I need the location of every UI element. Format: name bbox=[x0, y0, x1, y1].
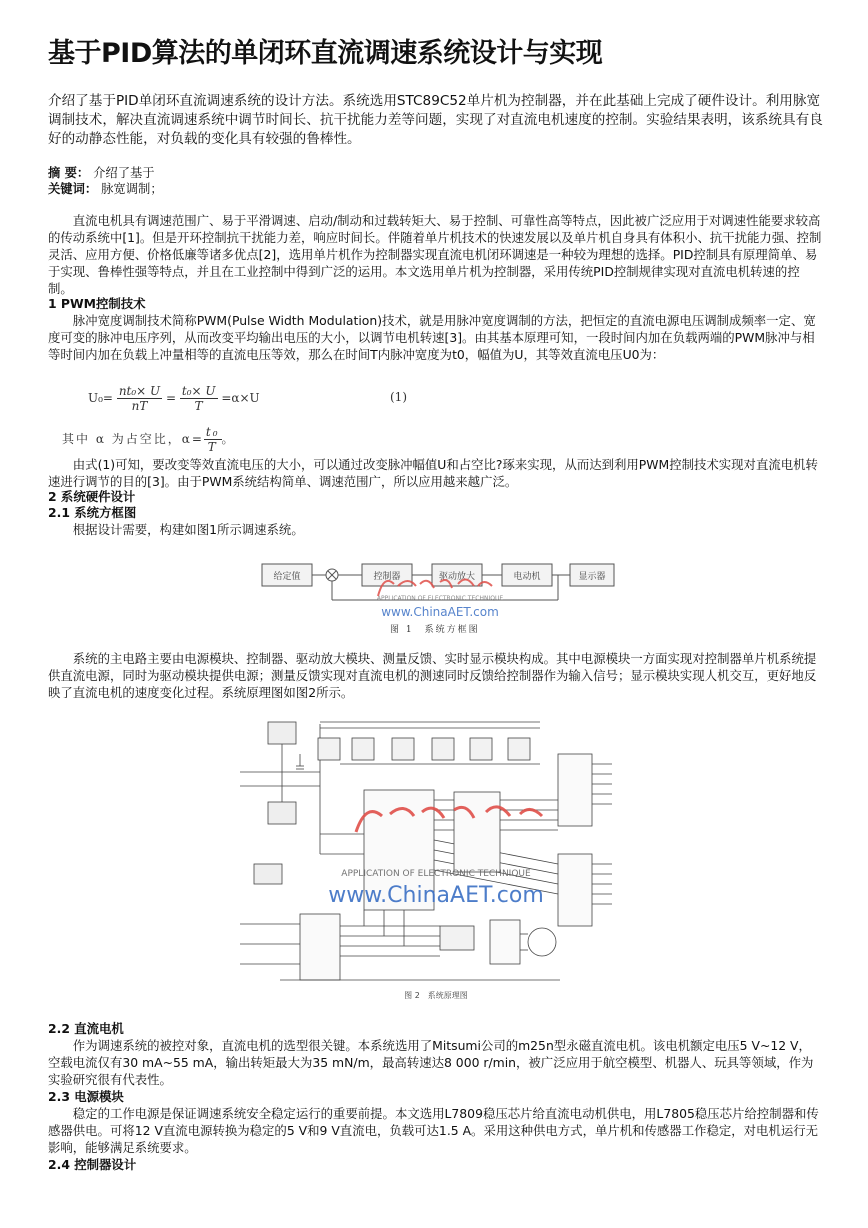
figure-1-block-diagram bbox=[258, 556, 618, 622]
abstract-summary: 介绍了基于PID单闭环直流调速系统的设计方法。系统选用STC89C52单片机为控制器，并在此基础上完成了硬件设计。利用脉宽调制技术，解决直流调速系统中调节时间长、抗干扰能力差等问题，实现了对直流电机速度的控制。实验结果表明，该系统具有良好的动静态性能，对负载的变化具有较强的鲁棒性。 bbox=[48, 93, 823, 147]
keywords-label: 关键词： bbox=[48, 182, 98, 196]
section-2-3-heading: 2.3 电源模块 bbox=[48, 1089, 124, 1104]
block-label-setpoint: 给定值 bbox=[273, 572, 301, 582]
paper-title: 基于PID算法的单闭环直流调速系统设计与实现 bbox=[48, 38, 603, 69]
section-2-2-paragraph: 作为调速系统的被控对象，直流电机的选型很关键。本系统选用了Mitsumi公司的m25n型永磁直流电机。该电机额定电压5 V~12 V，空载电流仅有30 mA~55 mA，输出转矩最大为35 mN/m，最高转速达8 000 r/min，被广泛应用于航空模型、机器人、玩具等领域，作为实验研究很有代表性。 bbox=[48, 1038, 814, 1087]
eq-rhs: =α×U bbox=[221, 391, 260, 405]
watermark-1-line-1: APPLICATION OF ELECTRONIC TECHNIQUE bbox=[376, 595, 504, 602]
duty-fraction bbox=[204, 425, 222, 454]
eq-equals: = bbox=[165, 391, 177, 405]
driver-chip bbox=[300, 914, 340, 980]
seven-seg-4 bbox=[432, 738, 454, 760]
watermark-2-line-2: www.ChinaAET.com bbox=[328, 883, 544, 908]
section-1-heading: 1 PWM控制技术 bbox=[48, 296, 146, 311]
abstract-value: 介绍了基于 bbox=[93, 166, 155, 180]
abstract-label: 摘 要： bbox=[48, 166, 90, 180]
figure-2-caption: 图 2 系统原理图 bbox=[404, 991, 468, 1000]
regulator-1 bbox=[268, 722, 296, 744]
seven-seg-6 bbox=[508, 738, 530, 760]
block-label-display: 显示器 bbox=[578, 572, 606, 582]
eq-frac2-den: T bbox=[194, 399, 203, 413]
latch-chip-1 bbox=[558, 754, 592, 826]
motor-symbol bbox=[528, 928, 556, 956]
duty-den: T bbox=[207, 440, 218, 454]
regulator-2 bbox=[268, 802, 296, 824]
duty-num: t₀ bbox=[205, 425, 220, 439]
keywords-value: 脉宽调制； bbox=[101, 182, 163, 196]
seven-seg-3 bbox=[392, 738, 414, 760]
section-2-2-heading: 2.2 直流电机 bbox=[48, 1021, 124, 1036]
section-2-1-heading: 2.1 系统方框图 bbox=[48, 505, 137, 520]
figure-2-schematic bbox=[240, 714, 632, 1004]
eq-fraction-2 bbox=[180, 384, 218, 413]
watermark-1-line-2: www.ChinaAET.com bbox=[381, 605, 499, 619]
section-2-1-paragraph-2: 系统的主电路主要由电源模块、控制器、驱动放大模块、测量反馈、实时显示模块构成。其中电源模块一方面实现对控制器单片机系统提供直流电源，同时为驱动模块提供电源；测量反馈实现对直流电机的测速同时反馈给控制器作为输入信号；显示模块实现人机交互，更好地反映了直流电机的速度变化过程。系统原理图如图2所示。 bbox=[48, 651, 817, 700]
section-2-heading: 2 系统硬件设计 bbox=[48, 489, 136, 504]
figure-1-caption: 图 1 系统方框图 bbox=[390, 625, 480, 635]
abstract-line bbox=[48, 165, 155, 181]
duty-end: 。 bbox=[221, 432, 236, 446]
eq-number: (1) bbox=[390, 390, 407, 404]
section-2-4-heading: 2.4 控制器设计 bbox=[48, 1157, 137, 1172]
eq-lhs: U₀= bbox=[88, 391, 113, 405]
latch-chip-2 bbox=[558, 854, 592, 926]
connector bbox=[490, 920, 520, 964]
seven-seg-5 bbox=[470, 738, 492, 760]
eq-frac1-num: nt₀× U bbox=[118, 384, 161, 398]
duty-cycle-definition bbox=[62, 425, 236, 454]
intro-paragraph: 直流电机具有调速范围广、易于平滑调速、启动/制动和过载转矩大、易于控制、可靠性高等特点，因此被广泛应用于对调速性能要求较高的传动系统中[1]。但是开环控制抗干扰能力差，响应时间长。伴随着单片机技术的快速发展以及单片机自身具有体积小、抗干扰能力强、控制灵活、应用方便、价格低廉等诸多优点[2]，选用单片机作为控制器实现直流电机闭环调速是一种较为理想的选择。PID控制具有原理简单、易于实现、鲁棒性强等特点，并且在工业控制中得到广泛的运用。本文选用单片机为控制器，采用传统PID控制规律实现对直流电机转速的控制。 bbox=[48, 213, 822, 296]
section-2-3-paragraph: 稳定的工作电源是保证调速系统安全稳定运行的重要前提。本文选用L7809稳压芯片给直流电动机供电，用L7805稳压芯片给控制器和传感器供电。可将12 V直流电源转换为稳定的5 V和9 V直流电，负载可达1.5 A。采用这种供电方式，单片机和传感器工作稳定，对电机运行无影响，能够满足系统要求。 bbox=[48, 1106, 819, 1155]
section-1-paragraph-2: 由式(1)可知，要改变等效直流电压的大小，可以通过改变脉冲幅值U和占空比?琢来实现，从而达到利用PWM控制技术实现对直流电机转速进行调节的目的[3]。由于PWM系统结构简单、调速范围广，所以应用越来越广泛。 bbox=[48, 457, 818, 489]
block-label-motor: 电动机 bbox=[513, 572, 541, 582]
eq-fraction-1 bbox=[117, 384, 162, 413]
section-2-1-paragraph: 根据设计需要，构建如图1所示调速系统。 bbox=[72, 522, 304, 537]
seven-seg-1 bbox=[318, 738, 340, 760]
block-label-driver: 驱动放大 bbox=[438, 572, 476, 582]
eq-frac2-num: t₀× U bbox=[181, 384, 216, 398]
resistor-network bbox=[454, 792, 500, 872]
section-1-paragraph: 脉冲宽度调制技术简称PWM(Pulse Width Modulation)技术，就是用脉冲宽度调制的方法，把恒定的直流电源电压调制成频率一定、宽度可变的脉冲电压序列，从而改变平均输出电压的大小，以调节电机转速[3]。由其基本原理可知，一段时间内加在负载两端的PWM脉冲与相等时间内加在负载上冲量相等的直流电压等效，那么在时间T内脉冲宽度为t0，幅值为U，其等效直流电压U0为： bbox=[48, 313, 816, 362]
diode-bridge bbox=[440, 926, 474, 950]
keywords-line bbox=[48, 181, 163, 197]
block-label-controller: 控制器 bbox=[373, 572, 401, 582]
eq-frac1-den: nT bbox=[131, 399, 148, 413]
seven-seg-2 bbox=[352, 738, 374, 760]
watermark-2-line-1: APPLICATION OF ELECTRONIC TECHNIQUE bbox=[341, 869, 531, 879]
equation-1 bbox=[88, 384, 407, 413]
reset-circuit bbox=[254, 864, 282, 884]
duty-text: 其中 α 为占空比，α= bbox=[62, 432, 204, 446]
